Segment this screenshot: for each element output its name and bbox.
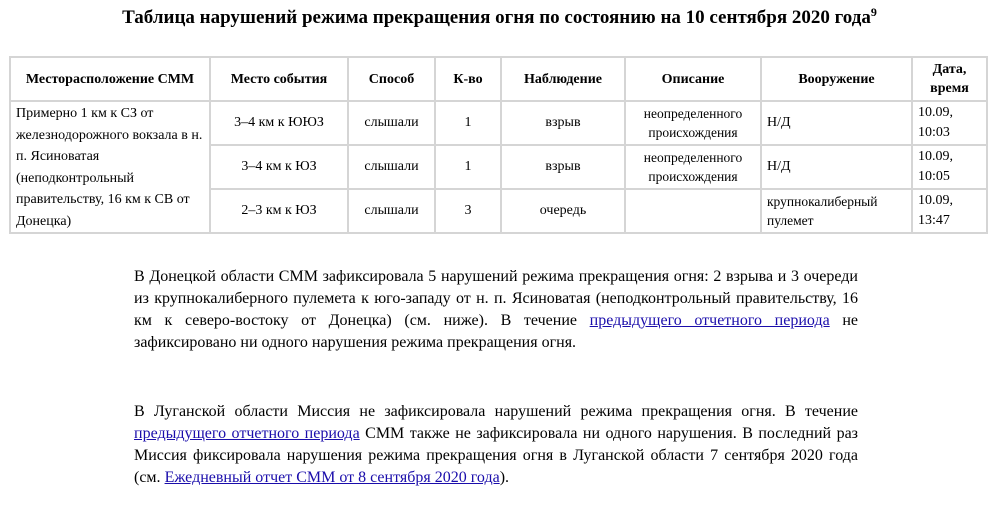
cell-method: слышали (348, 189, 435, 233)
donetsk-text-1: В Донецкой области СММ зафиксировала 5 нарушений режима прекращения огня: 2 взрыва и 3 очереди из крупнокалиберного пулемета к юго-западу от н. п. Ясиноватая (неподконтрольный правительству, 16 км к северо-востоку от Донецка) (см. ниже). В течение (134, 268, 858, 329)
header-weapon: Вооружение (761, 57, 912, 101)
cell-datetime (912, 101, 987, 145)
cell-date: 10.09, (918, 105, 953, 120)
header-count: К-во (435, 57, 501, 101)
previous-period-link-2[interactable]: предыдущего отчетного периода (134, 425, 360, 442)
donetsk-text-2: не зафиксировано ни одного нарушения режима прекращения огня. (134, 312, 858, 351)
previous-period-link[interactable]: предыдущего отчетного периода (589, 312, 830, 329)
cell-event-place: 2–3 км к ЮЗ (210, 189, 348, 233)
page-title (0, 7, 999, 29)
cell-time: 13:47 (918, 213, 950, 228)
cell-event-place: 3–4 км к ЮЮЗ (210, 101, 348, 145)
header-event-place: Место события (210, 57, 348, 101)
cell-time: 10:03 (918, 125, 950, 140)
title-text: Таблица нарушений режима прекращения огня по состоянию на 10 сентября 2020 года (122, 7, 871, 28)
cell-count: 3 (435, 189, 501, 233)
luhansk-text-3: ). (499, 469, 510, 486)
cell-description: неопределенного происхождения (625, 145, 761, 189)
luhansk-text-2: СММ также не зафиксировала ни одного нарушения. В последний раз Миссия фиксировала нарушения режима прекращения огня в Луганской области 7 сентября 2020 года (см. (134, 425, 858, 486)
luhansk-paragraph (134, 401, 858, 489)
header-observation: Наблюдение (501, 57, 625, 101)
cell-weapon: крупнокалиберный пулемет (761, 189, 912, 233)
header-method: Способ (348, 57, 435, 101)
table-header-row (10, 57, 987, 101)
cell-date: 10.09, (918, 149, 953, 164)
cell-count: 1 (435, 101, 501, 145)
cell-description: неопределенного происхождения (625, 101, 761, 145)
donetsk-paragraph (134, 266, 858, 354)
cell-datetime (912, 145, 987, 189)
cell-method: слышали (348, 101, 435, 145)
header-location: Месторасположение СММ (10, 57, 210, 101)
cell-location: Примерно 1 км к СЗ от железнодорожного вокзала в н. п. Ясиноватая (неподконтрольный правительству, 16 км к СВ от Донецка) (10, 101, 210, 233)
daily-report-link[interactable]: Ежедневный отчет СММ от 8 сентября 2020 года (164, 469, 500, 486)
cell-count: 1 (435, 145, 501, 189)
cell-datetime (912, 189, 987, 233)
cell-observation: взрыв (501, 145, 625, 189)
header-description: Описание (625, 57, 761, 101)
cell-observation: взрыв (501, 101, 625, 145)
violations-table (9, 56, 988, 234)
cell-weapon: Н/Д (761, 101, 912, 145)
cell-event-place: 3–4 км к ЮЗ (210, 145, 348, 189)
table-row (10, 101, 987, 145)
cell-observation: очередь (501, 189, 625, 233)
cell-method: слышали (348, 145, 435, 189)
cell-weapon: Н/Д (761, 145, 912, 189)
cell-time: 10:05 (918, 169, 950, 184)
luhansk-text-1: В Луганской области Миссия не зафиксировала нарушений режима прекращения огня. В течение (134, 403, 858, 420)
footnote-marker[interactable]: 9 (870, 5, 877, 19)
cell-date: 10.09, (918, 193, 953, 208)
header-datetime: Дата, время (912, 57, 987, 101)
cell-description (625, 189, 761, 233)
